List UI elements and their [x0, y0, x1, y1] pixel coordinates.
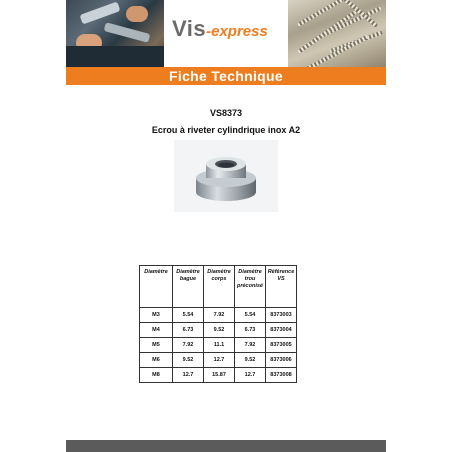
brand-logo — [172, 18, 268, 40]
cell-diametre: M8 — [140, 368, 173, 383]
header-diametre-bague: Diamètre bague — [173, 266, 204, 308]
banner-title: Fiche Technique — [169, 68, 283, 84]
cell-trou: 12.7 — [235, 368, 266, 383]
dimension-table — [139, 265, 297, 383]
product-reference: VS8373 — [209, 108, 243, 118]
cell-bague: 5.54 — [173, 308, 204, 323]
cell-trou: 6.73 — [235, 323, 266, 338]
header-diametre-trou: Diamètre trou préconisé — [235, 266, 266, 308]
cell-corps: 15.87 — [204, 368, 235, 383]
cell-trou: 9.52 — [235, 353, 266, 368]
rivet-nut-image — [174, 140, 278, 212]
cell-bague: 12.7 — [173, 368, 204, 383]
brand-main: Vis — [172, 16, 207, 41]
table-row — [140, 368, 297, 383]
cell-diametre: M4 — [140, 323, 173, 338]
logo-area — [164, 0, 288, 67]
cell-diametre: M5 — [140, 338, 173, 353]
cell-reference: 8373008 — [266, 368, 297, 383]
cell-reference: 8373004 — [266, 323, 297, 338]
table-row — [140, 323, 297, 338]
footer-bar — [66, 440, 386, 452]
cell-trou: 5.54 — [235, 308, 266, 323]
cell-reference: 8373006 — [266, 353, 297, 368]
screws-photo — [288, 0, 386, 67]
cell-corps: 12.7 — [204, 353, 235, 368]
cell-diametre: M3 — [140, 308, 173, 323]
table-row — [140, 353, 297, 368]
header-diametre-corps: Diamètre corps — [204, 266, 235, 308]
header-diametre: Diamètre — [140, 266, 173, 308]
cell-corps: 9.52 — [204, 323, 235, 338]
header-reference: Référence VS — [266, 266, 297, 308]
banner-title-bar — [66, 67, 386, 85]
cell-reference: 8373003 — [266, 308, 297, 323]
product-name: Ecrou à riveter cylindrique inox A2 — [151, 125, 301, 135]
brand-accent: -express — [206, 23, 268, 40]
table-row — [140, 338, 297, 353]
cell-bague: 6.73 — [173, 323, 204, 338]
cell-corps: 11.1 — [204, 338, 235, 353]
workbench-tools-photo — [66, 0, 164, 67]
table-header-row — [140, 266, 297, 308]
cell-reference: 8373005 — [266, 338, 297, 353]
rivet-nut-drawing — [174, 140, 278, 212]
header-banner — [66, 0, 386, 84]
cell-diametre: M6 — [140, 353, 173, 368]
table-row — [140, 308, 297, 323]
cell-corps: 7.92 — [204, 308, 235, 323]
cell-trou: 7.92 — [235, 338, 266, 353]
cell-bague: 7.92 — [173, 338, 204, 353]
cell-bague: 9.52 — [173, 353, 204, 368]
technical-sheet — [66, 0, 386, 452]
